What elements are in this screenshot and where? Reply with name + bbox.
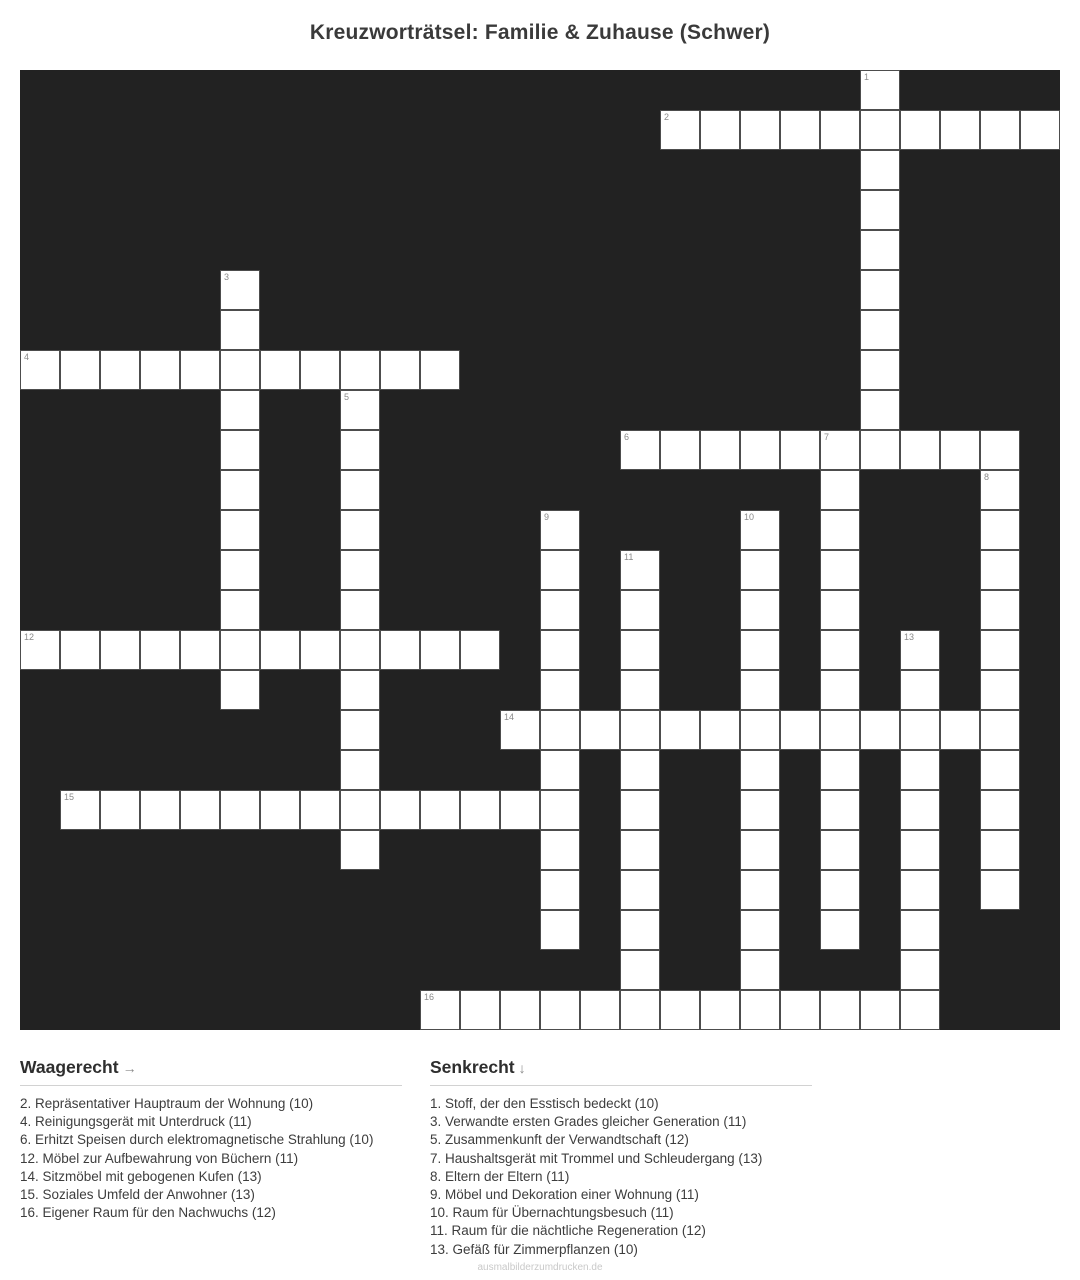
grid-cell bbox=[620, 630, 660, 670]
grid-cell bbox=[620, 990, 660, 1030]
grid-cell bbox=[540, 790, 580, 830]
clue-item: 8. Eltern der Eltern (11) bbox=[430, 1168, 570, 1184]
grid-cell bbox=[740, 910, 780, 950]
cell-number: 5 bbox=[344, 392, 350, 402]
down-heading bbox=[430, 1057, 812, 1078]
grid-cell bbox=[260, 630, 300, 670]
grid-cell bbox=[540, 710, 580, 750]
grid-cell bbox=[980, 870, 1020, 910]
grid-cell bbox=[740, 790, 780, 830]
grid-cell bbox=[740, 750, 780, 790]
clue-item: 1. Stoff, der den Esstisch bedeckt (10) bbox=[430, 1096, 659, 1111]
clue-item: 3. Verwandte ersten Grades gleicher Generation (11) bbox=[430, 1114, 747, 1130]
grid-cell bbox=[980, 830, 1020, 870]
right-arrow-icon: → bbox=[122, 1060, 137, 1076]
grid-cell bbox=[300, 350, 340, 390]
grid-cell bbox=[620, 430, 660, 470]
clue-item: 14. Sitzmöbel mit gebogenen Kufen (13) bbox=[20, 1168, 262, 1184]
grid-cell bbox=[980, 470, 1020, 510]
grid-cell bbox=[1020, 110, 1060, 150]
grid-cell bbox=[620, 710, 660, 750]
grid-cell bbox=[420, 990, 460, 1030]
grid-cell bbox=[820, 710, 860, 750]
grid-cell bbox=[580, 990, 620, 1030]
cell-number: 2 bbox=[664, 112, 670, 122]
down-clue-list bbox=[430, 1095, 812, 1259]
grid-cell bbox=[20, 350, 60, 390]
across-divider bbox=[20, 1085, 402, 1086]
grid-cell bbox=[340, 590, 380, 630]
grid-cell bbox=[900, 990, 940, 1030]
grid-cell bbox=[500, 710, 540, 750]
grid-cell bbox=[540, 750, 580, 790]
grid-cell bbox=[900, 110, 940, 150]
across-clues-column bbox=[20, 1057, 402, 1222]
grid-cell bbox=[660, 990, 700, 1030]
grid-cell bbox=[660, 430, 700, 470]
grid-cell bbox=[220, 470, 260, 510]
clue-item: 13. Gefäß für Zimmerpflanzen (10) bbox=[430, 1241, 638, 1257]
grid-cell bbox=[140, 790, 180, 830]
grid-cell bbox=[860, 270, 900, 310]
across-heading bbox=[20, 1057, 402, 1078]
grid-cell bbox=[540, 510, 580, 550]
clue-item: 2. Repräsentativer Hauptraum der Wohnung (10) bbox=[20, 1096, 314, 1111]
grid-cell bbox=[100, 350, 140, 390]
grid-cell bbox=[820, 470, 860, 510]
grid-cell bbox=[60, 790, 100, 830]
cell-number: 14 bbox=[504, 712, 515, 722]
grid-cell bbox=[900, 830, 940, 870]
grid-cell bbox=[700, 990, 740, 1030]
cell-number: 11 bbox=[624, 552, 634, 562]
grid-cell bbox=[860, 150, 900, 190]
grid-cell bbox=[820, 110, 860, 150]
grid-cell bbox=[980, 510, 1020, 550]
grid-cell bbox=[820, 630, 860, 670]
grid-cell bbox=[740, 110, 780, 150]
page-title: Kreuzworträtsel: Familie & Zuhause (Schwer) bbox=[309, 21, 771, 44]
grid-cell bbox=[780, 990, 820, 1030]
grid-cell bbox=[860, 350, 900, 390]
cell-number: 16 bbox=[424, 992, 435, 1002]
grid-cell bbox=[220, 550, 260, 590]
grid-cell bbox=[860, 310, 900, 350]
clue-item: 12. Möbel zur Aufbewahrung von Büchern (11) bbox=[20, 1150, 299, 1166]
grid-cell bbox=[940, 430, 980, 470]
grid-cell bbox=[820, 430, 860, 470]
grid-cell bbox=[620, 790, 660, 830]
grid-cell bbox=[300, 630, 340, 670]
grid-cell bbox=[340, 550, 380, 590]
grid-cell bbox=[500, 790, 540, 830]
grid-cell bbox=[900, 950, 940, 990]
grid-cell bbox=[620, 750, 660, 790]
grid-cell bbox=[340, 750, 380, 790]
grid-cell bbox=[820, 870, 860, 910]
grid-cell bbox=[900, 710, 940, 750]
grid-cell bbox=[220, 390, 260, 430]
down-heading-label: Senkrecht bbox=[430, 1057, 515, 1077]
site-watermark: ausmalbilderzumdrucken.de bbox=[477, 1262, 603, 1273]
grid-cell bbox=[60, 350, 100, 390]
grid-cell bbox=[820, 990, 860, 1030]
grid-cell bbox=[740, 830, 780, 870]
grid-cell bbox=[420, 350, 460, 390]
grid-cell bbox=[260, 790, 300, 830]
grid-cell bbox=[340, 830, 380, 870]
grid-cell bbox=[820, 670, 860, 710]
grid-cell bbox=[860, 710, 900, 750]
grid-cell bbox=[60, 630, 100, 670]
clue-item: 5. Zusammenkunft der Verwandtschaft (12) bbox=[430, 1132, 689, 1148]
grid-cell bbox=[420, 630, 460, 670]
grid-cell bbox=[900, 430, 940, 470]
grid-cell bbox=[860, 230, 900, 270]
grid-cell bbox=[780, 710, 820, 750]
grid-cell bbox=[380, 630, 420, 670]
grid-cell bbox=[380, 790, 420, 830]
cell-number: 13 bbox=[904, 632, 915, 642]
grid-cell bbox=[820, 510, 860, 550]
grid-cell bbox=[620, 670, 660, 710]
grid-cell bbox=[980, 670, 1020, 710]
grid-cell bbox=[540, 670, 580, 710]
cell-number: 9 bbox=[544, 512, 550, 522]
grid-cell bbox=[740, 550, 780, 590]
grid-cell bbox=[220, 630, 260, 670]
grid-cell bbox=[540, 990, 580, 1030]
grid-cell bbox=[740, 510, 780, 550]
grid-cell bbox=[740, 430, 780, 470]
grid-cell bbox=[620, 950, 660, 990]
cell-number: 1 bbox=[864, 72, 870, 82]
grid-cell bbox=[220, 670, 260, 710]
grid-cell bbox=[980, 550, 1020, 590]
grid-cell bbox=[740, 870, 780, 910]
grid-cell bbox=[700, 430, 740, 470]
grid-cell bbox=[260, 350, 300, 390]
grid-cell bbox=[20, 630, 60, 670]
grid-cell bbox=[780, 110, 820, 150]
grid-cell bbox=[700, 110, 740, 150]
grid-cell bbox=[980, 590, 1020, 630]
grid-cell bbox=[820, 910, 860, 950]
grid-cell bbox=[580, 710, 620, 750]
clue-item: 9. Möbel und Dekoration einer Wohnung (11) bbox=[430, 1187, 699, 1203]
grid-cell bbox=[340, 430, 380, 470]
grid-cell bbox=[980, 710, 1020, 750]
down-arrow-icon: ↓ bbox=[518, 1060, 526, 1076]
crossword-grid bbox=[20, 70, 1060, 1030]
grid-cell bbox=[820, 830, 860, 870]
grid-cell bbox=[980, 110, 1020, 150]
clue-item: 10. Raum für Übernachtungsbesuch (11) bbox=[430, 1205, 674, 1221]
cell-number: 10 bbox=[744, 512, 755, 522]
grid-cell bbox=[340, 470, 380, 510]
clue-item: 16. Eigener Raum für den Nachwuchs (12) bbox=[20, 1205, 276, 1221]
grid-cell bbox=[860, 110, 900, 150]
grid-cell bbox=[860, 990, 900, 1030]
grid-cell bbox=[340, 350, 380, 390]
grid-cell bbox=[460, 790, 500, 830]
grid-cell bbox=[420, 790, 460, 830]
grid-cell bbox=[180, 350, 220, 390]
grid-cell bbox=[820, 790, 860, 830]
grid-cell bbox=[180, 630, 220, 670]
grid-cell bbox=[740, 950, 780, 990]
grid-cell bbox=[660, 710, 700, 750]
across-clue-list bbox=[20, 1095, 402, 1222]
grid-cell bbox=[220, 590, 260, 630]
grid-cell bbox=[340, 510, 380, 550]
grid-cell bbox=[540, 590, 580, 630]
cell-number: 6 bbox=[624, 432, 630, 442]
cell-number: 3 bbox=[224, 272, 230, 282]
grid-cell bbox=[740, 630, 780, 670]
clue-item: 11. Raum für die nächtliche Regeneration (12) bbox=[430, 1223, 706, 1239]
cell-number: 15 bbox=[64, 792, 75, 802]
grid-cell bbox=[700, 710, 740, 750]
clue-item: 6. Erhitzt Speisen durch elektromagnetische Strahlung (10) bbox=[20, 1132, 374, 1148]
down-clues-column bbox=[430, 1057, 812, 1259]
grid-cell bbox=[820, 550, 860, 590]
grid-cell bbox=[500, 990, 540, 1030]
grid-cell bbox=[980, 750, 1020, 790]
grid-cell bbox=[340, 790, 380, 830]
grid-cell bbox=[540, 910, 580, 950]
across-heading-label: Waagerecht bbox=[20, 1057, 119, 1077]
grid-cell bbox=[140, 630, 180, 670]
grid-cell bbox=[100, 630, 140, 670]
clue-item: 15. Soziales Umfeld der Anwohner (13) bbox=[20, 1187, 255, 1203]
grid-cell bbox=[820, 750, 860, 790]
grid-cell bbox=[780, 430, 820, 470]
grid-cell bbox=[100, 790, 140, 830]
grid-cell bbox=[660, 110, 700, 150]
grid-cell bbox=[740, 590, 780, 630]
clue-item: 4. Reinigungsgerät mit Unterdruck (11) bbox=[20, 1114, 252, 1130]
grid-cell bbox=[740, 710, 780, 750]
clue-item: 7. Haushaltsgerät mit Trommel und Schleudergang (13) bbox=[430, 1150, 763, 1166]
grid-cell bbox=[900, 670, 940, 710]
grid-cell bbox=[540, 870, 580, 910]
grid-cell bbox=[900, 750, 940, 790]
grid-cell bbox=[380, 350, 420, 390]
grid-cell bbox=[940, 110, 980, 150]
grid-cell bbox=[220, 270, 260, 310]
grid-cell bbox=[620, 870, 660, 910]
cell-number: 12 bbox=[24, 632, 35, 642]
grid-cell bbox=[860, 430, 900, 470]
grid-cell bbox=[740, 990, 780, 1030]
grid-cell bbox=[620, 910, 660, 950]
grid-cell bbox=[860, 390, 900, 430]
grid-cell bbox=[900, 910, 940, 950]
down-divider bbox=[430, 1085, 812, 1086]
grid-cell bbox=[220, 510, 260, 550]
grid-cell bbox=[620, 550, 660, 590]
grid-cell bbox=[220, 310, 260, 350]
grid-cell bbox=[140, 350, 180, 390]
cell-number: 7 bbox=[824, 432, 830, 442]
grid-cell bbox=[980, 790, 1020, 830]
grid-cell bbox=[340, 630, 380, 670]
cell-number: 8 bbox=[984, 472, 990, 482]
grid-cell bbox=[460, 990, 500, 1030]
grid-cell bbox=[900, 870, 940, 910]
grid-cell bbox=[220, 430, 260, 470]
grid-cell bbox=[220, 350, 260, 390]
grid-cell bbox=[860, 70, 900, 110]
grid-cell bbox=[300, 790, 340, 830]
grid-cell bbox=[740, 670, 780, 710]
grid-cell bbox=[540, 550, 580, 590]
grid-cell bbox=[940, 710, 980, 750]
grid-cell bbox=[340, 390, 380, 430]
grid-cell bbox=[340, 710, 380, 750]
grid-cell bbox=[980, 430, 1020, 470]
cell-number: 4 bbox=[24, 352, 30, 362]
grid-cell bbox=[860, 190, 900, 230]
grid-cell bbox=[980, 630, 1020, 670]
grid-cell bbox=[620, 830, 660, 870]
grid-cell bbox=[180, 790, 220, 830]
grid-cell bbox=[460, 630, 500, 670]
grid-cell bbox=[900, 790, 940, 830]
grid-cell bbox=[820, 590, 860, 630]
grid-cell bbox=[540, 830, 580, 870]
grid-cell bbox=[340, 670, 380, 710]
grid-cell bbox=[220, 790, 260, 830]
grid-cell bbox=[900, 630, 940, 670]
grid-cell bbox=[540, 630, 580, 670]
grid-cell bbox=[620, 590, 660, 630]
